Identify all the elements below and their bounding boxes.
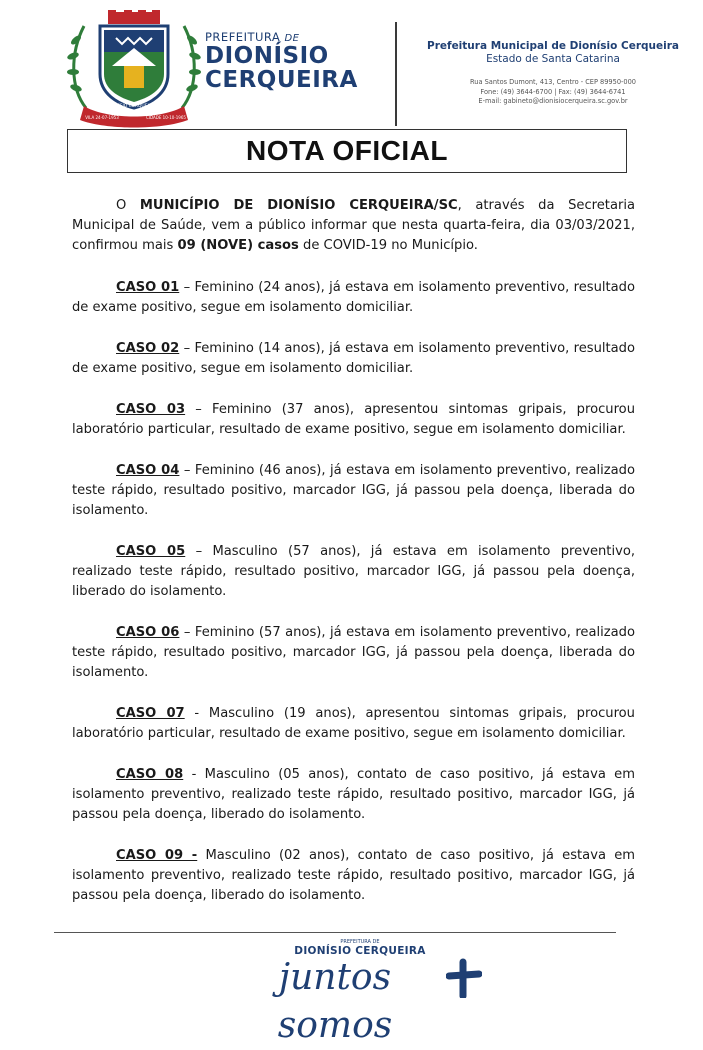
title-box [67,129,627,173]
footer-name: DIONÍSIO CERQUEIRA [294,945,426,957]
crest-ribbon-right: CIDADE 10-10-1965 [146,115,186,120]
email: E-mail: gabineto@dionisiocerqueira.sc.gov.br [478,97,628,105]
case-id: CASO 08 [116,767,184,782]
case-text: Masculino (19 anos), apresentou sintomas gripais, procurou laboratório particular, resultado de exame positivo, segue em isolamento domiciliar. [72,706,635,741]
header-divider [395,22,397,126]
document-title: NOTA OFICIAL [246,135,448,166]
footer-divider [54,932,616,933]
case-text: Feminino (46 anos), já estava em isolamento preventivo, realizado teste rápido, resultado positivo, marcador IGG, já passou pela doença, liberada do isolamento. [72,463,635,518]
case-count: 09 (NOVE) casos [177,238,299,253]
case-text: Feminino (24 anos), já estava em isolamento preventivo, resultado de exame positivo, segue em isolamento domiciliar. [72,280,635,315]
state-name: Estado de Santa Catarina [486,53,620,65]
document-body [72,196,635,906]
case-text: Masculino (05 anos), contato de caso positivo, já estava em isolamento preventivo, realizado teste rápido, resultado positivo, marcador IGG, já passou pela doença, liberado do isolamento. [72,767,635,822]
case-id: CASO 02 [116,341,180,356]
contact-block [408,40,698,107]
case-paragraph: CASO 03 – Feminino (37 anos), apresentou sintomas gripais, procurou laboratório particular, resultado de exame positivo, segue em isolamento domiciliar. [72,402,635,437]
brand-line2: CERQUEIRA [205,67,358,93]
case-id: CASO 05 [116,544,186,559]
case-id: CASO 04 [116,463,180,478]
letterhead [0,0,703,130]
case-paragraph: CASO 07 - Masculino (19 anos), apresentou sintomas gripais, procurou laboratório particular, resultado de exame positivo, segue em isolamento domiciliar. [72,706,635,741]
case-paragraph: CASO 02 – Feminino (14 anos), já estava em isolamento preventivo, resultado de exame positivo, segue em isolamento domiciliar. [72,341,635,376]
case-id: CASO 09 - [116,848,198,863]
crest-ribbon-text: DIONÍSIO CERQUEIRA - SC [106,104,166,109]
address: Rua Santos Dumont, 413, Centro - CEP 89950-000 [470,78,636,86]
case-text: Feminino (57 anos), já estava em isolamento preventivo, realizado teste rápido, resultado positivo, marcador IGG, já passou pela doença, liberada do isolamento. [72,625,635,680]
prefeitura-brand-logo [205,30,390,110]
intro-paragraph: O MUNICÍPIO DE DIONÍSIO CERQUEIRA/SC, através da Secretaria Municipal de Saúde, vem a público informar que nesta quarta-feira, dia 03/03/2021, confirmou mais 09 (NOVE) casos de COVID-19 no Município. [72,198,636,253]
footer-logo [0,936,703,1046]
case-paragraph: CASO 01 – Feminino (24 anos), já estava em isolamento preventivo, resultado de exame positivo, segue em isolamento domiciliar. [72,280,635,315]
case-text: Masculino (57 anos), já estava em isolamento preventivo, realizado teste rápido, resultado positivo, marcador IGG, já passou pela doença, liberado do isolamento. [72,544,636,599]
crest-ribbon-left: VILA 24-07-1953 [85,115,119,120]
case-paragraph [72,846,635,906]
phone: Fone: (49) 3644-6700 | Fax: (49) 3644-6741 [480,87,626,96]
case-paragraph: CASO 08 - Masculino (05 anos), contato de caso positivo, já estava em isolamento preventivo, realizado teste rápido, resultado positivo, marcador IGG, já passou pela doença, liberado do isolamento. [72,767,635,822]
case-id: CASO 07 [116,706,185,721]
case-text: Feminino (37 anos), apresentou sintomas gripais, procurou laboratório particular, resultado de exame positivo, segue em isolamento domiciliar. [72,402,635,437]
case-text: Masculino (02 anos), contato de caso positivo, já estava em isolamento preventivo, realizado teste rápido, resultado positivo, marcador IGG, já passou pela doença, liberado do isolamento. [72,848,636,903]
brand-prefix: PREFEITURA DE [205,30,300,44]
case-id: CASO 01 [116,280,180,295]
municipio-name: MUNICÍPIO DE DIONÍSIO CERQUEIRA/SC [139,198,458,213]
brand-line1: DIONÍSIO [205,43,329,69]
org-name: Prefeitura Municipal de Dionísio Cerqueira [427,40,679,52]
case-paragraph: CASO 05 – Masculino (57 anos), já estava em isolamento preventivo, realizado teste rápido, resultado positivo, marcador IGG, já passou pela doença, liberado do isolamento. [72,544,636,599]
case-paragraph: CASO 04 – Feminino (46 anos), já estava em isolamento preventivo, realizado teste rápido, resultado positivo, marcador IGG, já passou pela doença, liberada do isolamento. [72,463,635,518]
case-text: Feminino (14 anos), já estava em isolamento preventivo, resultado de exame positivo, segue em isolamento domiciliar. [72,341,635,376]
case-id: CASO 06 [116,625,180,640]
case-paragraph: CASO 06 – Feminino (57 anos), já estava em isolamento preventivo, realizado teste rápido, resultado positivo, marcador IGG, já passou pela doença, liberada do isolamento. [72,625,635,680]
footer-slogan: juntos somos [277,957,393,1046]
plus-icon [446,958,482,998]
case-id: CASO 03 [116,402,186,417]
municipal-coat-of-arms-icon [66,8,202,128]
footer-prefix: PREFEITURA DE [340,939,380,945]
